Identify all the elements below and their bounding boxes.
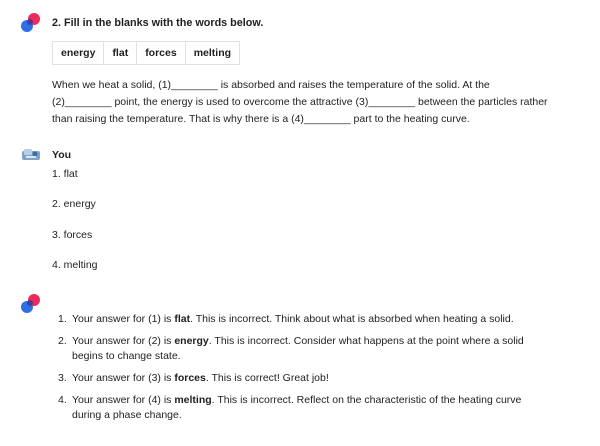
feedback-number: 4. <box>58 394 67 406</box>
feedback-text: Your answer for (4) is <box>72 394 175 406</box>
feedback-number: 1. <box>58 313 67 325</box>
question-passage: When we heat a solid, (1)________ is absorbed and raises the temperature of the solid. At the (2)________ point, the energy is used to overcome the attractive (3)________ between the particles rather than raising the temperature. That is why there is a (4)________ part to the heating curve. <box>52 79 548 125</box>
word-bank-cell: flat <box>104 42 137 65</box>
avatar-dot-overlap <box>27 300 33 306</box>
question-title: 2. Fill in the blanks with the words below. <box>52 17 264 29</box>
feedback-text: . This is incorrect. Think about what is absorbed when heating a solid. <box>190 313 514 325</box>
feedback-text: . This is incorrect. Reflect on the characteristic of the heating curve during a phase change. <box>72 394 522 421</box>
feedback-text: . This is incorrect. Consider what happens at the point where a solid begins to change state. <box>72 335 524 362</box>
avatar-dot-overlap <box>27 19 33 25</box>
word-bank-cell: forces <box>137 42 186 65</box>
feedback-answer: flat <box>174 313 191 325</box>
user-answer: 1. flat <box>52 168 78 180</box>
feedback-text: Your answer for (1) is <box>72 313 175 325</box>
user-answer: 4. melting <box>52 259 98 271</box>
assistant-avatar <box>20 293 42 315</box>
feedback-answer: forces <box>174 372 206 384</box>
word-bank-cell: melting <box>185 42 239 65</box>
user-answer: 3. forces <box>52 229 93 241</box>
feedback-answer: energy <box>174 335 209 347</box>
feedback-list <box>58 312 548 430</box>
feedback-text: Your answer for (3) is <box>72 372 175 384</box>
word-bank-table <box>52 41 240 65</box>
feedback-item <box>58 334 548 364</box>
feedback-number: 2. <box>58 335 67 347</box>
feedback-item <box>58 312 548 327</box>
word-bank-cell: energy <box>53 42 104 65</box>
assistant-avatar <box>20 12 42 34</box>
user-answer: 2. energy <box>52 198 96 210</box>
feedback-text: Your answer for (2) is <box>72 335 175 347</box>
user-avatar-icon <box>20 148 42 162</box>
feedback-item <box>58 371 548 386</box>
feedback-answer: melting <box>174 394 212 406</box>
feedback-text: . This is correct! Great job! <box>205 372 329 384</box>
feedback-item <box>58 393 548 423</box>
feedback-number: 3. <box>58 372 67 384</box>
user-label: You <box>52 149 72 161</box>
